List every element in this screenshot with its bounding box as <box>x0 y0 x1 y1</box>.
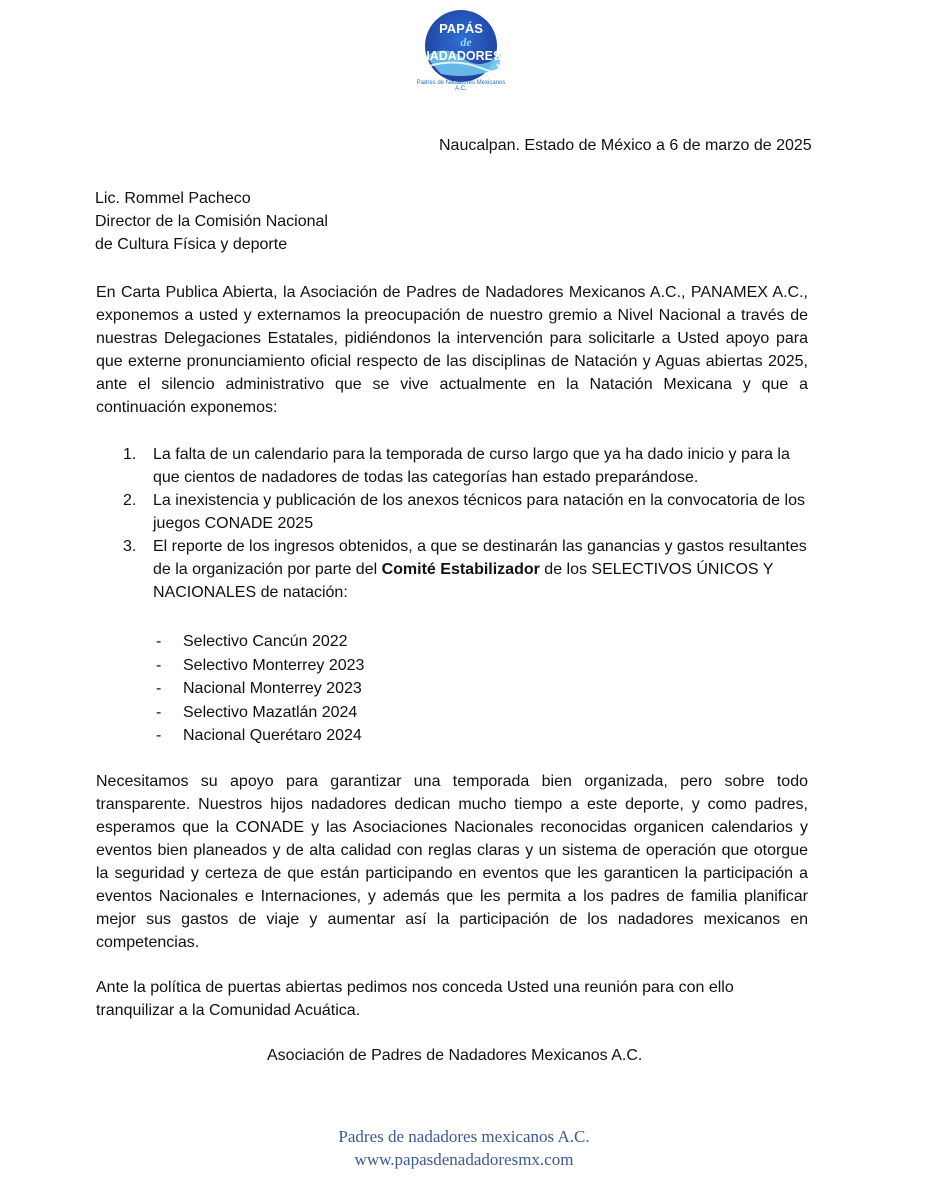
footer-url: www.papasdenadadoresmx.com <box>354 1150 574 1169</box>
logo-word-de: de <box>460 35 472 49</box>
issue-item <box>96 443 816 489</box>
logo-word-nadadores: NADADORES <box>420 49 502 63</box>
issue-text: La inexistencia y publicación de los anexos técnicos para natación en la convocatoria de los juegos CONADE 2025 <box>153 492 805 532</box>
recipient-name: Lic. Rommel Pacheco <box>95 190 251 207</box>
dash-marker: - <box>156 703 162 721</box>
issue-number: 3. <box>123 538 137 555</box>
event-item: - Selectivo Monterrey 2023 <box>150 654 364 678</box>
dash-marker: - <box>156 633 162 650</box>
events-list <box>150 630 364 748</box>
event-item: - Selectivo Cancún 2022 <box>150 630 364 654</box>
issue-text-before: El reporte de los ingresos obtenidos, a que se destinarán las ganancias y gastos resultantes de la organización por parte del <box>153 538 807 578</box>
issue-item <box>96 489 816 535</box>
dash-marker: - <box>156 680 162 697</box>
issue-text-bold: Comité Estabilizador <box>381 561 540 578</box>
closing-line-2: tranquilizar a la Comunidad Acuática. <box>96 1002 361 1019</box>
dash-marker: - <box>156 727 162 744</box>
event-item: - Nacional Monterrey 2023 <box>150 677 364 701</box>
date-line: Naucalpan. Estado de México a 6 de marzo de 2025 <box>439 137 812 154</box>
event-item: - Nacional Querétaro 2024 <box>150 724 364 748</box>
signature: Asociación de Padres de Nadadores Mexicanos A.C. <box>267 1047 643 1064</box>
issue-number: 2. <box>123 492 137 509</box>
issue-text: La falta de un calendario para la temporada de curso largo que ya ha dado inicio y para la que cientos de nadadores de todas las categorías han estado preparándose. <box>153 446 790 486</box>
footer-name: Padres de nadadores mexicanos A.C. <box>338 1127 590 1146</box>
issue-text-after: de los SELECTIVOS ÚNICOS Y NACIONALES de natación: <box>153 561 774 601</box>
event-item: - Selectivo Mazatlán 2024 <box>150 701 364 725</box>
logo-word-papas: PAPÁS <box>439 21 483 36</box>
issues-list <box>96 443 816 604</box>
intro-paragraph: En Carta Publica Abierta, la Asociación de Padres de Nadadores Mexicanos A.C., PANAMEX A.C., exponemos a usted y externamos la preocupación de nuestro gremio a Nivel Nacional a través de nuestras Delegaciones Estatales, pidiéndonos la intervención para solicitarle a Usted apoyo para que externe pronunciamiento oficial respecto de las disciplinas de Natación y Aguas abiertas 2025, ante el silencio administrativo que se vive actualmente en la Natación Mexicana y que a continuación exponemos: <box>96 284 808 416</box>
closing-line-1: Ante la política de puertas abiertas pedimos nos conceda Usted una reunión para con ello <box>96 979 734 996</box>
issue-item <box>96 535 816 604</box>
logo-caption: Padres de Nadadores Mexicanos A.C. <box>416 80 506 92</box>
dash-marker: - <box>156 656 162 674</box>
body-paragraph: Necesitamos su apoyo para garantizar una temporada bien organizada, pero sobre todo transparente. Nuestros hijos nadadores dedican mucho tiempo a este deporte, y como padres, esperamos que la CONADE y las Asociaciones Nacionales reconocidas organicen calendarios y eventos bien planeados y de alta calidad con reglas claras y un sistema de operación que otorgue la seguridad y certeza de que están participando en eventos que les garanticen la participación a eventos Nacionales e Internaciones, y además que les permita a los padres de familia planificar mejor sus gastos de viaje y aumentar así la participación de los nadadores mexicanos en competencias. <box>96 773 808 951</box>
issue-number: 1. <box>123 446 137 463</box>
recipient-title: Director de la Comisión Nacional <box>95 213 328 230</box>
recipient-org: de Cultura Física y deporte <box>95 236 288 253</box>
